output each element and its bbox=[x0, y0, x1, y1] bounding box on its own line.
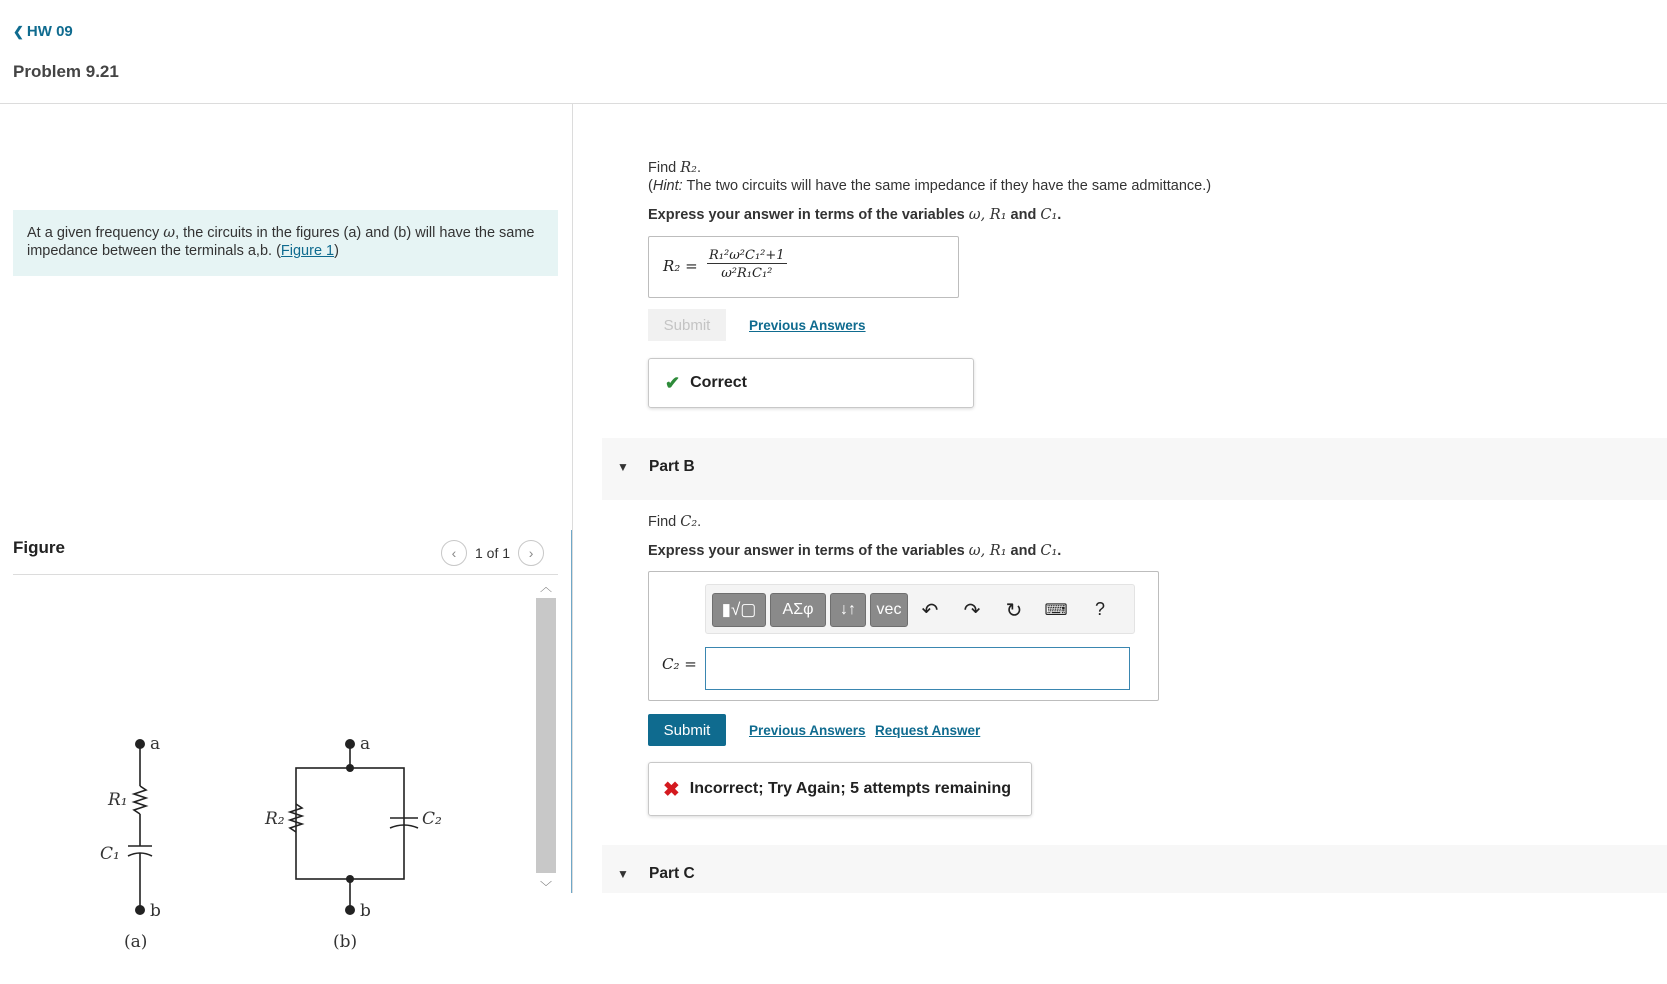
part-b-label: Part B bbox=[649, 458, 695, 475]
scroll-thumb[interactable] bbox=[536, 598, 556, 873]
figure-scrollbar[interactable] bbox=[536, 578, 556, 893]
terminal-a-label-a: a bbox=[150, 734, 161, 754]
figure-pager bbox=[441, 540, 544, 566]
pane-divider bbox=[571, 530, 572, 893]
greek-symbols-button[interactable]: ΑΣφ bbox=[770, 593, 826, 627]
x-icon: ✖ bbox=[663, 778, 680, 801]
caption-b: (b) bbox=[333, 932, 358, 952]
part-b-request-answer-link[interactable]: Request Answer bbox=[875, 723, 981, 738]
figure-1-link[interactable]: Figure 1 bbox=[280, 243, 335, 259]
part-a-submit-button[interactable]: Submit bbox=[648, 309, 726, 341]
vector-button[interactable]: vec bbox=[870, 593, 908, 627]
caret-down-icon[interactable]: ▼ bbox=[617, 460, 629, 474]
problem-title: Problem 9.21 bbox=[13, 62, 119, 81]
part-a-find: Find R₂. bbox=[648, 160, 702, 176]
scroll-down-icon[interactable]: ﹀ bbox=[539, 880, 552, 894]
part-c-header[interactable] bbox=[602, 845, 1667, 893]
help-icon[interactable]: ? bbox=[1094, 599, 1105, 619]
terminal-b-label-a: b bbox=[150, 901, 161, 921]
part-b-submit-button[interactable]: Submit bbox=[648, 714, 726, 746]
part-b-find: Find C₂. bbox=[648, 514, 702, 530]
c2-label: C₂ bbox=[422, 809, 442, 829]
part-b-previous-answers-link[interactable]: Previous Answers bbox=[749, 723, 866, 738]
checkmark-icon: ✔ bbox=[665, 372, 681, 393]
r1-label: R₁ bbox=[108, 790, 128, 810]
part-a-answer-lhs: R₂ = bbox=[663, 257, 698, 275]
part-a-hint: (Hint: The two circuits will have the same impedance if they have the same admittance.) bbox=[648, 178, 1212, 194]
part-a-answer-box bbox=[648, 236, 959, 298]
chevron-left-icon: ❮ bbox=[13, 23, 24, 39]
redo-icon[interactable]: ↷ bbox=[963, 600, 981, 622]
part-c-label: Part C bbox=[649, 865, 695, 882]
templates-button[interactable] bbox=[712, 593, 766, 627]
keyboard-icon[interactable]: ⌨ bbox=[1044, 602, 1068, 619]
problem-intro: At a given frequency ω, the circuits in the figures (a) and (b) will have the same impedance between the terminals a,b. (Figure 1) bbox=[13, 210, 558, 276]
part-a-previous-answers-link[interactable]: Previous Answers bbox=[749, 318, 866, 333]
header bbox=[0, 0, 1667, 104]
part-b-header[interactable] bbox=[602, 438, 1667, 500]
part-b-answer-input[interactable] bbox=[705, 647, 1130, 690]
fraction-radical-icon: ▮√▢ bbox=[721, 600, 757, 619]
reset-icon[interactable]: ↻ bbox=[1005, 600, 1023, 622]
terminal-a-label-b: a bbox=[360, 734, 371, 754]
math-toolbar bbox=[705, 584, 1135, 634]
figure-divider bbox=[13, 574, 558, 575]
part-b-answer-lhs: C₂ = bbox=[662, 655, 697, 673]
part-a-feedback bbox=[648, 358, 974, 408]
c1-label: C₁ bbox=[100, 844, 120, 864]
left-pane bbox=[0, 104, 573, 952]
part-b-feedback bbox=[648, 762, 1032, 816]
figure-page-count: 1 of 1 bbox=[475, 545, 511, 561]
back-to-assignment-link[interactable] bbox=[13, 23, 73, 40]
figure-prev-button[interactable]: ‹ bbox=[441, 540, 467, 566]
undo-icon[interactable]: ↶ bbox=[921, 600, 939, 622]
circuit-figure bbox=[90, 724, 450, 984]
fraction-denominator: ω²R₁C₁² bbox=[721, 266, 773, 281]
figure-title: Figure bbox=[13, 538, 65, 557]
terminal-b-label-b: b bbox=[360, 901, 371, 921]
caption-a: (a) bbox=[124, 932, 148, 952]
caret-down-icon-c[interactable]: ▼ bbox=[617, 867, 629, 881]
r2-label: R₂ bbox=[265, 809, 285, 829]
back-label: HW 09 bbox=[26, 23, 73, 40]
part-b-instructions: Express your answer in terms of the variables ω, R₁ and C₁. bbox=[648, 543, 1062, 559]
scroll-up-icon[interactable]: ︿ bbox=[539, 580, 552, 594]
part-a-feedback-text: Correct bbox=[690, 374, 747, 391]
figure-next-button[interactable]: › bbox=[518, 540, 544, 566]
subscript-superscript-button[interactable]: ↓↑ bbox=[830, 593, 866, 627]
part-a-answer-fraction bbox=[707, 248, 787, 283]
part-a-instructions: Express your answer in terms of the variables ω, R₁ and C₁. bbox=[648, 207, 1062, 223]
part-b-feedback-text: Incorrect; Try Again; 5 attempts remaining bbox=[689, 780, 1012, 797]
fraction-numerator: R₁²ω²C₁²+1 bbox=[709, 248, 785, 263]
part-b-answer-panel bbox=[648, 571, 1159, 701]
